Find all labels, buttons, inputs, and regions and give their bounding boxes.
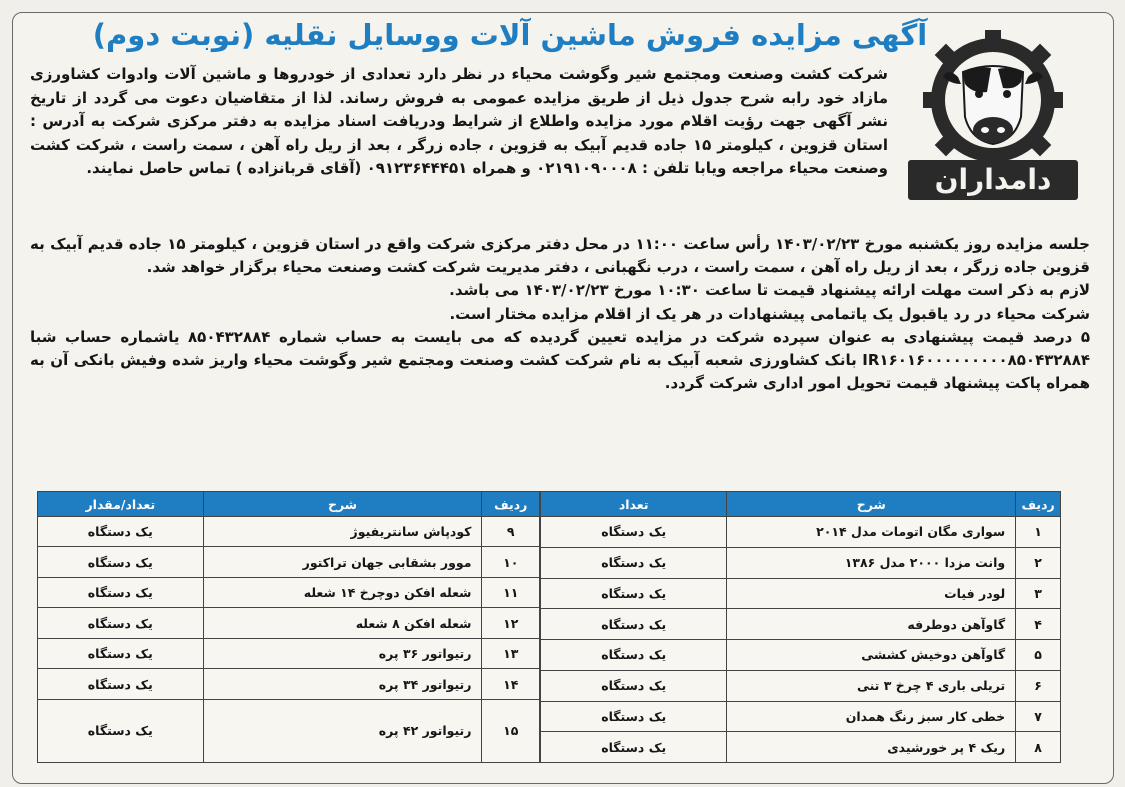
intro-paragraph <box>30 63 888 181</box>
rejection-paragraph: شرکت محیاء در رد یاقبول یک یاتمامی پیشنهادات در هر یک از اقلام مزایده مختار است. <box>449 304 1090 323</box>
company-name: شرکت کشت وصنعت ومجتمع شیر وگوشت محیاء <box>511 65 888 83</box>
table-row <box>541 547 1061 578</box>
column-header: تعداد <box>541 492 727 517</box>
row-number: ۲ <box>1016 547 1061 578</box>
row-number: ۱۱ <box>482 577 540 607</box>
table-row <box>38 547 540 577</box>
row-number: ۱۳ <box>482 638 540 668</box>
column-header: ردیف <box>1016 492 1061 517</box>
page-title: آگهی مزایده فروش ماشین آلات ووسایل نقلیه (نوبت دوم) <box>92 18 928 52</box>
terms-section <box>30 233 1090 395</box>
row-number: ۱ <box>1016 517 1061 548</box>
row-description: تریلی باری ۴ چرخ ۳ تنی <box>727 670 1016 701</box>
table-row <box>541 517 1061 548</box>
table-row <box>541 701 1061 732</box>
table-row <box>38 638 540 668</box>
table-row <box>38 517 540 547</box>
items-tables <box>37 491 1061 763</box>
row-quantity: یک دستگاه <box>38 699 204 762</box>
row-description: شعله افکن ۸ شعله <box>203 608 482 638</box>
deposit-paragraph: ۵ درصد قیمت پیشنهادی به عنوان سپرده شرکت در مزایده تعیین گردیده که می بایست به حساب شماره ۸۵۰۴۳۲۸۸۴ یاشماره حساب شبا IR۱۶۰۱۶۰۰۰۰۰۰۰۰۰۸۵۰۴۳۲۸۸۴ بانک کشاورزی شعبه آبیک به نام شرکت کشت وصنعت ومجتمع شیر وگوشت محیاء واریز شده وفیش بانکی آن به همراه پاکت پیشنهاد قیمت تحویل امور اداری شرکت گردد. <box>30 327 1090 393</box>
row-quantity: یک دستگاه <box>38 577 204 607</box>
row-description: موور بشقابی جهان تراکتور <box>203 547 482 577</box>
row-description: ریک ۴ پر خورشیدی <box>727 732 1016 763</box>
row-quantity: یک دستگاه <box>541 517 727 548</box>
row-description: گاوآهن دوخیش کششی <box>727 640 1016 671</box>
row-number: ۱۵ <box>482 699 540 762</box>
row-number: ۱۲ <box>482 608 540 638</box>
row-quantity: یک دستگاه <box>38 608 204 638</box>
row-number: ۳ <box>1016 578 1061 609</box>
row-number: ۹ <box>482 517 540 547</box>
row-number: ۵ <box>1016 640 1061 671</box>
items-table-right <box>540 491 1061 763</box>
row-quantity: یک دستگاه <box>38 517 204 547</box>
row-description: شعله افکن دوچرخ ۱۴ شعله <box>203 577 482 607</box>
row-quantity: یک دستگاه <box>541 640 727 671</box>
session-paragraph: جلسه مزایده روز یکشنبه مورخ ۱۴۰۳/۰۲/۲۳ رأس ساعت ۱۱:۰۰ در محل دفتر مرکزی شرکت واقع در استان قزوین ، کیلومتر ۱۵ جاده قدیم آبیک به قزوین جاده زرگر ، بعد از ریل راه آهن ، سمت راست ، درب نگهبانی ، دفتر مدیریت شرکت کشت وصنعت محیاء برگزار خواهد شد. <box>30 235 1090 277</box>
row-description: رتیواتور ۴۲ پره <box>203 699 482 762</box>
row-description: گاوآهن دوطرفه <box>727 609 1016 640</box>
table-row <box>541 640 1061 671</box>
table-row <box>541 578 1061 609</box>
row-number: ۴ <box>1016 609 1061 640</box>
row-number: ۱۰ <box>482 547 540 577</box>
table-row <box>541 732 1061 763</box>
table-header-row <box>38 492 540 517</box>
row-quantity: یک دستگاه <box>38 638 204 668</box>
row-quantity: یک دستگاه <box>541 670 727 701</box>
company-logo <box>903 22 1083 202</box>
table-row <box>38 669 540 699</box>
row-quantity: یک دستگاه <box>38 547 204 577</box>
row-number: ۶ <box>1016 670 1061 701</box>
row-description: رتیواتور ۳۴ پره <box>203 669 482 699</box>
deadline-paragraph: لازم به ذکر است مهلت ارائه پیشنهاد قیمت تا ساعت ۱۰:۳۰ مورخ ۱۴۰۳/۰۲/۲۳ می باشد. <box>449 281 1090 300</box>
table-row <box>541 670 1061 701</box>
table-row <box>38 699 540 762</box>
row-number: ۸ <box>1016 732 1061 763</box>
row-quantity: یک دستگاه <box>541 547 727 578</box>
row-quantity: یک دستگاه <box>541 732 727 763</box>
column-header: شرح <box>727 492 1016 517</box>
column-header: شرح <box>203 492 482 517</box>
row-number: ۷ <box>1016 701 1061 732</box>
row-description: رتیواتور ۳۶ پره <box>203 638 482 668</box>
row-description: وانت مزدا ۲۰۰۰ مدل ۱۳۸۶ <box>727 547 1016 578</box>
row-quantity: یک دستگاه <box>38 669 204 699</box>
column-header: ردیف <box>482 492 540 517</box>
row-quantity: یک دستگاه <box>541 609 727 640</box>
row-quantity: یک دستگاه <box>541 578 727 609</box>
row-description: کودپاش سانتریفیوژ <box>203 517 482 547</box>
table-header-row <box>541 492 1061 517</box>
table-row <box>38 577 540 607</box>
table-row <box>38 608 540 638</box>
column-header: تعداد/مقدار <box>38 492 204 517</box>
logo-brand-text: دامداران <box>934 163 1052 196</box>
row-number: ۱۴ <box>482 669 540 699</box>
intro-text: در نظر دارد تعدادی از خودروها و ماشین آلات وادوات کشاورزی مازاد خود رابه شرح جدول ذیل از طریق مزایده عمومی به فروش رساند. لذا از متقاضیان دعوت می گردد از تاریخ نشر آگهی جهت رؤیت اقلام مورد مزایده واطلاع از شرایط ودریافت اسناد مزایده به دفتر مرکزی شرکت به آدرس : استان قزوین ، کیلومتر ۱۵ جاده قدیم آبیک به قزوین ، جاده زرگر ، بعد از ریل راه آهن ، سمت راست ، شرکت کشت وصنعت محیاء مراجعه ویابا تلفن : ۰۲۱۹۱۰۹۰۰۰۸ و همراه ۰۹۱۲۳۶۴۴۴۵۱ (آقای قربانزاده ) تماس حاصل نمایند. <box>30 65 888 177</box>
row-description: خطی کار سبز رنگ همدان <box>727 701 1016 732</box>
row-quantity: یک دستگاه <box>541 701 727 732</box>
row-description: سواری مگان اتومات مدل ۲۰۱۴ <box>727 517 1016 548</box>
items-table-left <box>37 491 540 763</box>
table-row <box>541 609 1061 640</box>
row-description: لودر فیات <box>727 578 1016 609</box>
